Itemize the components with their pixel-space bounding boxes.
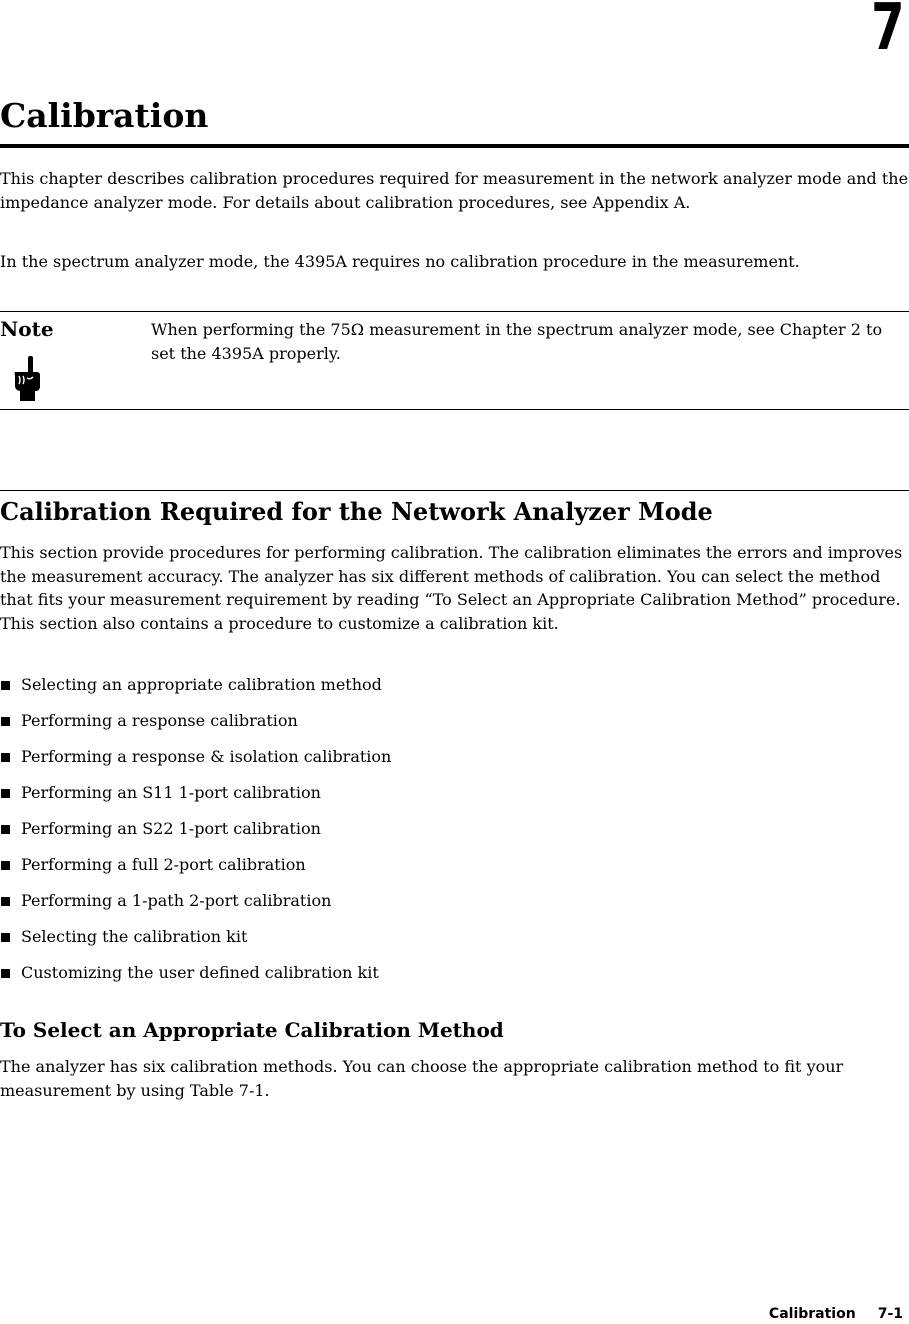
list-item-text: Performing an S11 1-port calibration bbox=[21, 783, 321, 802]
note-text: When performing the 75Ω measurement in the spectrum analyzer mode, see Chapter 2 to set the 4395A properly. bbox=[151, 320, 883, 363]
chapter-number: 7 bbox=[871, 0, 905, 65]
list-item bbox=[0, 888, 391, 924]
bullet-square-icon bbox=[1, 825, 10, 834]
list-item-text: Performing a 1-path 2-port calibration bbox=[21, 891, 332, 910]
list-item bbox=[0, 672, 391, 708]
pointing-hand-icon bbox=[11, 356, 41, 402]
list-item bbox=[0, 816, 391, 852]
bullet-square-icon bbox=[1, 717, 10, 726]
chapter-title: Calibration bbox=[0, 96, 209, 135]
list-item bbox=[0, 960, 391, 996]
subsection-heading: To Select an Appropriate Calibration Method bbox=[0, 1018, 504, 1042]
page-number: 7-1 bbox=[877, 1306, 903, 1322]
intro-paragraph-2: In the spectrum analyzer mode, the 4395A requires no calibration procedure in the measurement. bbox=[0, 252, 800, 271]
list-item-text: Performing a response calibration bbox=[21, 711, 298, 730]
title-rule bbox=[0, 144, 909, 148]
bullet-square-icon bbox=[1, 681, 10, 690]
bullet-square-icon bbox=[1, 897, 10, 906]
list-item bbox=[0, 852, 391, 888]
note-top-rule bbox=[0, 311, 909, 312]
note-bottom-rule bbox=[0, 409, 909, 410]
bullet-square-icon bbox=[1, 861, 10, 870]
subsection-paragraph: The analyzer has six calibration methods. You can choose the appropriate calibration method to fit your measurement by using Table 7-1. bbox=[0, 1057, 844, 1100]
list-item bbox=[0, 744, 391, 780]
list-item-text: Performing a full 2-port calibration bbox=[21, 855, 306, 874]
bullet-square-icon bbox=[1, 753, 10, 762]
note-label: Note bbox=[0, 317, 54, 341]
list-item bbox=[0, 708, 391, 744]
list-item-text: Selecting the calibration kit bbox=[21, 927, 248, 946]
bullet-square-icon bbox=[1, 969, 10, 978]
list-item-text: Performing an S22 1-port calibration bbox=[21, 819, 321, 838]
list-item-text: Customizing the user defined calibration kit bbox=[21, 963, 379, 982]
section-heading: Calibration Required for the Network Analyzer Mode bbox=[0, 497, 713, 526]
calibration-procedure-list bbox=[0, 672, 391, 996]
intro-paragraph-1: This chapter describes calibration procedures required for measurement in the network analyzer mode and the impedance analyzer mode. For details about calibration procedures, see Appendix A. bbox=[0, 169, 909, 212]
bullet-square-icon bbox=[1, 789, 10, 798]
footer-section-name: Calibration bbox=[768, 1306, 856, 1322]
list-item-text: Selecting an appropriate calibration method bbox=[21, 675, 382, 694]
list-item-text: Performing a response & isolation calibration bbox=[21, 747, 392, 766]
page-footer bbox=[769, 1304, 903, 1324]
section-paragraph: This section provide procedures for performing calibration. The calibration eliminates the errors and improves the measurement accuracy. The analyzer has six different methods of calibration. You can select the method that fits your measurement requirement by reading “To Select an Appropriate Calibration Method” procedure. This section also contains a procedure to customize a calibration kit. bbox=[0, 543, 903, 633]
list-item bbox=[0, 924, 391, 960]
list-item bbox=[0, 780, 391, 816]
section-rule bbox=[0, 490, 909, 491]
bullet-square-icon bbox=[1, 933, 10, 942]
